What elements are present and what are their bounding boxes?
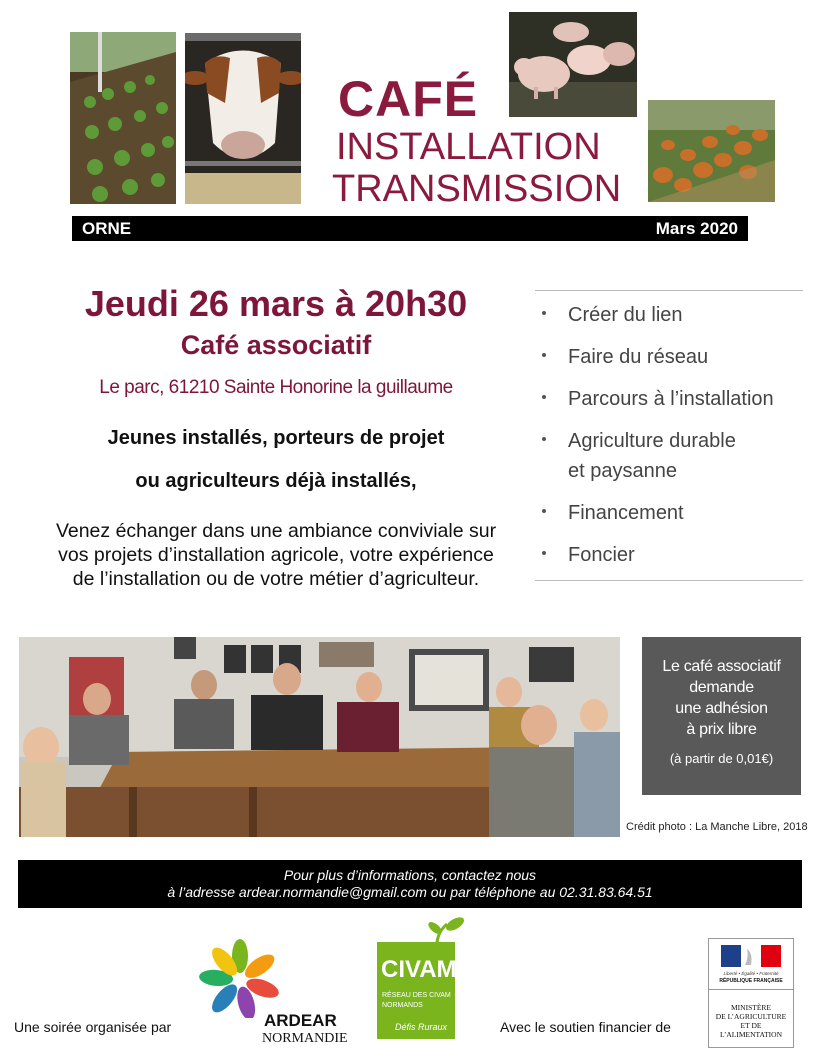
invitation-line-1: Venez échanger dans une ambiance conviviale sur — [55, 520, 497, 542]
list-item — [540, 342, 810, 372]
civam-tag: Défis Ruraux — [395, 1022, 448, 1032]
photo-cow — [185, 33, 301, 204]
price-note: (à partir de 0,01€) — [669, 751, 774, 766]
supported-by-label: Avec le soutien financier de — [500, 1019, 671, 1035]
price-line-3: une adhésion — [675, 700, 768, 717]
list-item — [540, 300, 810, 330]
price-line-1: Le café associatif — [662, 658, 781, 675]
bullet-icon — [542, 509, 546, 513]
region-date-bar — [72, 216, 748, 241]
civam-sub2: NORMANDS — [382, 1002, 423, 1009]
invitation-text — [20, 519, 532, 591]
bullet-icon — [542, 353, 546, 357]
ardear-flower-icon — [192, 938, 292, 1018]
price-line-4: à prix libre — [686, 721, 757, 738]
list-item — [540, 384, 810, 414]
month-label: Mars 2020 — [655, 219, 738, 238]
region-label: ORNE — [82, 219, 132, 238]
contact-line-1: Pour plus d’informations, contactez nous — [283, 867, 537, 883]
bullet-icon — [542, 551, 546, 555]
contact-bar — [18, 860, 802, 908]
ardear-name: ARDEAR — [264, 1011, 337, 1030]
bullet-icon — [542, 311, 546, 315]
ministry-logo — [708, 938, 794, 1048]
photo-pigs — [509, 12, 637, 117]
invitation-line-2: vos projets d’installation agricole, votre expérience — [58, 544, 494, 566]
ministry-name — [709, 1003, 793, 1039]
organised-by-label: Une soirée organisée par — [14, 1019, 172, 1035]
photo-credit: Crédit photo : La Manche Libre, 2018 — [626, 821, 808, 833]
topic-label: Agriculture durable — [568, 430, 736, 452]
price-line-2: demande — [689, 679, 754, 696]
ministry-rf: RÉPUBLIQUE FRANÇAISE — [719, 978, 783, 984]
audience-line-1: Jeunes installés, porteurs de projet — [107, 427, 445, 449]
title-transmission: TRANSMISSION — [332, 168, 622, 210]
bullet-icon — [542, 395, 546, 399]
event-venue: Café associatif — [180, 330, 372, 360]
ministry-line-2: DE L’AGRICULTURE — [715, 1012, 787, 1021]
ardear-logo — [192, 938, 356, 1048]
topic-label: Créer du lien — [568, 304, 683, 326]
civam-sub1: RÉSEAU DES CIVAM — [382, 992, 451, 999]
title-cafe: CAFÉ — [338, 71, 479, 127]
list-bottom-rule — [535, 580, 803, 581]
ministry-line-3: ET DE — [740, 1021, 762, 1030]
list-item — [540, 498, 810, 528]
marianne-flag-icon — [709, 943, 793, 973]
audience-line-2: ou agriculteurs déjà installés, — [135, 470, 417, 492]
list-top-rule — [535, 290, 803, 291]
title-installation: INSTALLATION — [336, 126, 601, 168]
price-info-box — [642, 637, 801, 795]
photo-vegetable-beds — [70, 32, 176, 204]
topic-label: Parcours à l’installation — [568, 388, 774, 410]
ministry-line-4: L’ALIMENTATION — [719, 1030, 783, 1039]
topic-label: Faire du réseau — [568, 346, 709, 368]
event-address: Le parc, 61210 Sainte Honorine la guillaume — [99, 377, 453, 398]
list-item — [540, 540, 810, 570]
ministry-divider — [709, 989, 793, 990]
topic-label: Foncier — [568, 544, 635, 566]
list-item — [540, 426, 810, 486]
ministry-line-1: MINISTÈRE — [731, 1003, 771, 1012]
bullet-icon — [542, 437, 546, 441]
photo-group-cafe — [19, 637, 620, 837]
invitation-line-3: de l’installation ou de votre métier d’agriculteur. — [72, 568, 480, 590]
topic-label-continued: et paysanne — [568, 460, 677, 482]
topics-list — [540, 300, 810, 582]
event-date: Jeudi 26 mars à 20h30 — [84, 283, 468, 324]
photo-hens — [648, 100, 775, 202]
civam-green-block — [377, 942, 455, 1039]
contact-line-2: à l’adresse ardear.normandie@gmail.com ou par téléphone au 02.31.83.64.51 — [167, 884, 653, 900]
civam-logo — [377, 914, 477, 1044]
topic-label: Financement — [568, 502, 684, 524]
ministry-motto: Liberté • Égalité • Fraternité — [723, 971, 779, 976]
ardear-region: NORMANDIE — [262, 1031, 348, 1046]
civam-name: CIVAM — [381, 956, 457, 983]
